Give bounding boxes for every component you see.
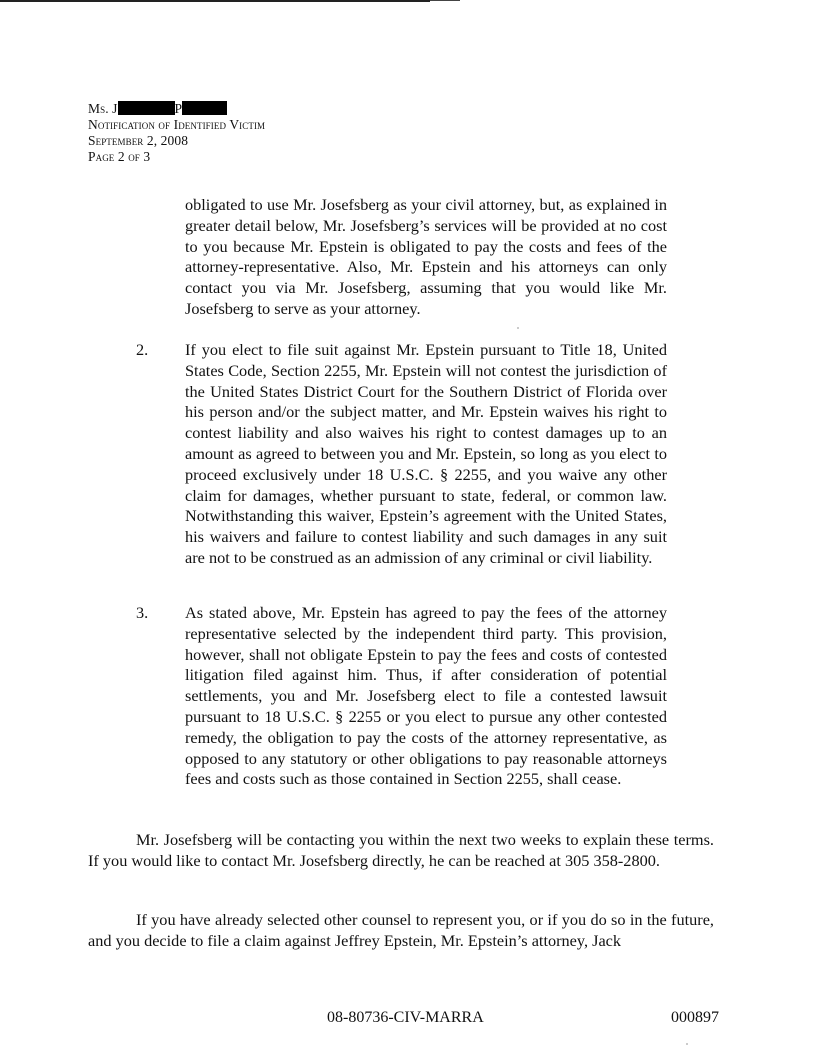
scan-speck <box>517 327 519 329</box>
letter-header <box>88 101 265 165</box>
body-paragraph-contact: Mr. Josefsberg will be contacting you within the next two weeks to explain these terms. If you would like to contact Mr. Josefsberg directly, he can be reached at 305 358-2800. <box>88 830 714 870</box>
recipient-line <box>88 101 265 117</box>
footer-bates-number: 000897 <box>671 1009 719 1026</box>
scan-top-border-faint <box>430 0 460 1</box>
header-page-number: Page 2 of 3 <box>88 149 151 164</box>
recipient-prefix: Ms. J <box>88 101 118 116</box>
redaction-bar-last <box>182 101 227 115</box>
header-title: Notification of Identified Victim <box>88 117 266 132</box>
item-number-3: 3. <box>136 603 149 622</box>
item-text-3: As stated above, Mr. Epstein has agreed to pay the fees of the attorney representative selected by the independent third party. This provision, however, shall not obligate Epstein to pay the fees and costs of contested litigation filed against him. Thus, if after consideration of potential settlements, you and Mr. Josefsberg elect to file a contested lawsuit pursuant to 18 U.S.C. § 2255 or you elect to pursue any other contested remedy, the obligation to pay the costs of the attorney representative, as opposed to any statutory or other obligations to pay reasonable attorneys fees and costs such as those contained in Section 2255, shall cease. <box>185 603 667 789</box>
header-date: September 2, 2008 <box>88 133 189 148</box>
redaction-bar-first <box>118 101 175 115</box>
scan-speck <box>686 1043 688 1045</box>
item-number-2: 2. <box>136 340 149 359</box>
recipient-mid: P <box>174 101 183 116</box>
footer-case-number: 08-80736-CIV-MARRA <box>327 1009 484 1026</box>
continuation-paragraph: obligated to use Mr. Josefsberg as your civil attorney, but, as explained in greater detail below, Mr. Josefsberg’s services will be provided at no cost to you because Mr. Epstein is obligated to pay the costs and fees of the attorney-representative. Also, Mr. Epstein and his attorneys can only contact you via Mr. Josefsberg, assuming that you would like Mr. Josefsberg to serve as your attorney. <box>185 195 667 318</box>
item-text-2: If you elect to file suit against Mr. Epstein pursuant to Title 18, United States Code, Section 2255, Mr. Epstein will not contest the jurisdiction of the United States District Court for the Southern District of Florida over his person and/or the subject matter, and Mr. Epstein waives his right to contest liability and also waives his right to contest damages up to an amount as agreed to between you and Mr. Epstein, so long as you elect to proceed exclusively under 18 U.S.C. § 2255, and you waive any other claim for damages, whether pursuant to state, federal, or common law. Notwithstanding this waiver, Epstein’s agreement with the United States, his waivers and failure to contest liability and such damages in any suit are not to be construed as an admission of any criminal or civil liability. <box>185 340 667 567</box>
scan-top-border <box>0 0 430 2</box>
body-paragraph-other-counsel: If you have already selected other counsel to represent you, or if you do so in the future, and you decide to file a claim against Jeffrey Epstein, Mr. Epstein’s attorney, Jack <box>88 910 714 950</box>
